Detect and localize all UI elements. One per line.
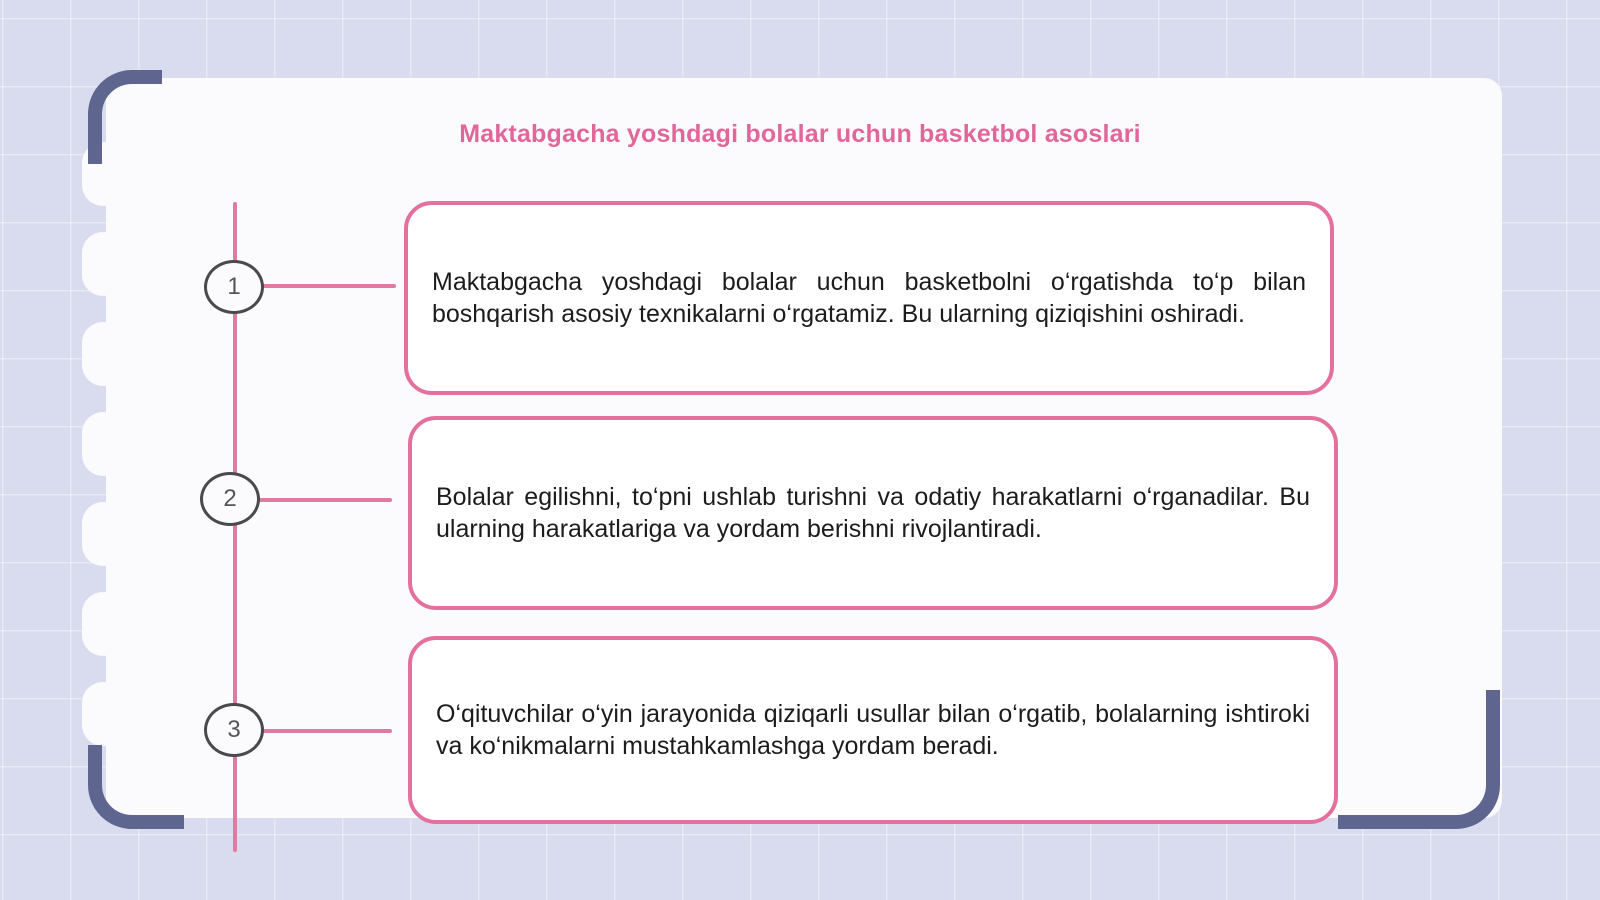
timeline-connector-3 [262, 729, 392, 733]
paper-notch [82, 502, 124, 566]
paper-notch [82, 592, 124, 656]
step-text-3: O‘qituvchilar o‘yin jarayonida qiziqarli usullar bilan o‘rgatib, bolalarning ishtiroki va ko‘nikmalarni mustahkamlashga yordam beradi. [436, 700, 1310, 760]
step-card-2 [408, 416, 1338, 610]
timeline-connector-1 [262, 284, 396, 288]
step-number-2: 2 [200, 472, 260, 526]
step-text-2: Bolalar egilishni, to‘pni ushlab turishni va odatiy harakatlarni o‘rganadilar. Bu ularning harakatlariga va yordam berishni rivojlantiradi. [436, 483, 1310, 543]
step-number-3: 3 [204, 703, 264, 757]
step-card-3 [408, 636, 1338, 824]
timeline-connector-2 [258, 498, 392, 502]
paper-notch [82, 412, 124, 476]
slide-title: Maktabgacha yoshdagi bolalar uchun basketbol asoslari [459, 120, 1141, 148]
corner-bracket-top-left [88, 70, 162, 164]
step-text-1: Maktabgacha yoshdagi bolalar uchun basketbolni o‘rgatishda to‘p bilan boshqarish asosiy texnikalarni o‘rgatamiz. Bu ularning qiziqishini oshiradi. [432, 268, 1306, 328]
step-card-1 [404, 201, 1334, 395]
corner-bracket-bottom-left [88, 745, 184, 829]
paper-notch [82, 682, 124, 746]
paper-notch [82, 322, 124, 386]
corner-bracket-bottom-right [1338, 690, 1500, 829]
step-number-1: 1 [204, 260, 264, 314]
paper-notch [82, 232, 124, 296]
